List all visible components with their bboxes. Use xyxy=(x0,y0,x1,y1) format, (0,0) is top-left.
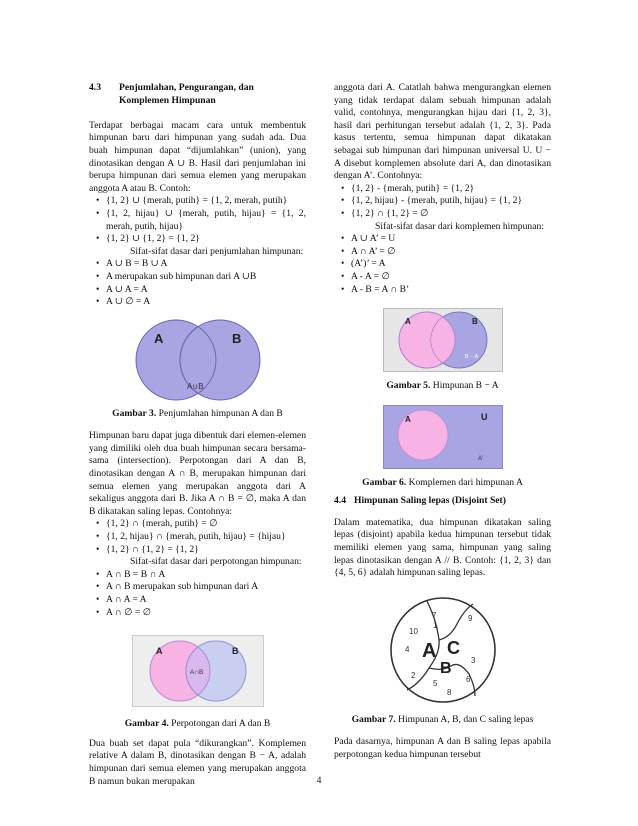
page-number: 4 xyxy=(316,775,322,786)
element-number: 1 xyxy=(432,620,437,630)
section-heading-4-4 xyxy=(334,495,551,508)
right-column xyxy=(334,82,551,762)
element-number: 9 xyxy=(467,613,472,623)
list-item: • A merupakan sub himpunan dari A ∪B xyxy=(89,271,306,284)
section-title: Himpunan Saling lepas (Disjoint Set) xyxy=(354,495,506,507)
caption-text: Komplemen dari himpunan A xyxy=(406,476,523,488)
figure-5-caption xyxy=(334,380,551,393)
element-number: 2 xyxy=(410,670,415,680)
element-number: 8 xyxy=(446,687,451,697)
figure-3-caption xyxy=(89,408,306,421)
paragraph-disjoint: Dalam matematika, dua himpunan dikatakan saling lepas (disjoint) apabila kedua himpunan tersebut tidak memiliki elemen yang sama, himpunan yang saling lepas dinotasikan dengan A // B. Contoh: {1, 2, 3} dan {4, 5, 6} adalah himpunan saling lepas. xyxy=(334,516,551,579)
union-examples-list xyxy=(89,195,306,308)
label-a: A xyxy=(153,330,163,346)
paragraph-difference: Dua buah set dapat pula “dikurangkan”. Komplemen relative A dalam B, dinotasikan dengan B − A, adalah himpunan dari semua elemen yang merupakan anggota B namun bukan merupakan xyxy=(89,737,306,787)
complement-props-title: Sifat-sifat dasar dari komplemen himpunan: xyxy=(375,220,544,232)
list-item: • A ∪ ∅ = A xyxy=(89,296,306,309)
element-number: 3 xyxy=(470,655,475,665)
list-item: • {1, 2} ∩ {1, 2} = {1, 2} xyxy=(89,544,306,557)
element-number: 7 xyxy=(431,610,436,620)
label-difference: B – A xyxy=(464,354,478,361)
paragraph-difference-cont: anggota dari A. Catatlah bahwa mengurangkan elemen yang tidak terdapat dalam sebuah himpunan adalah valid, contohnya, mengurangkan hijau dari {1, 2, 3}, hasil dari perhitungan tersebut adalah {1, 2, 3}. Pada kasus tertentu, semua himpunan dapat dikatakan sebagai sub himpunan dari himpunan universal U. U − A disebut komplemen absolute dari A, dan dinotasikan dengan A’. Contohnya: xyxy=(334,82,551,182)
disjoint-sets-diagram xyxy=(385,594,501,706)
difference-venn-diagram xyxy=(383,308,503,372)
section-title-line-2: Komplemen Himpunan xyxy=(119,94,216,106)
caption-text: Perpotongan dari A dan B xyxy=(168,718,271,730)
intersection-props-title: Sifat-sifat dasar dari perpotongan himpunan: xyxy=(130,556,302,568)
figure-3-union-venn xyxy=(128,319,268,401)
list-item: • {1, 2} ∪ {1, 2} = {1, 2} xyxy=(89,233,306,246)
element-number: 4 xyxy=(404,644,409,654)
list-item: • A ∩ ∅ = ∅ xyxy=(89,607,306,620)
list-item: • {1, 2, hijau} - {merah, putih, hijau} = {1, 2} xyxy=(334,195,551,208)
section-number: 4.4 xyxy=(334,495,346,507)
figure-5-difference-venn xyxy=(383,308,503,372)
list-item: • {1, 2} ∩ {merah, putih} = ∅ xyxy=(89,518,306,531)
label-b: B xyxy=(439,659,452,677)
list-item: • {1, 2} - {merah, putih} = {1, 2} xyxy=(334,183,551,196)
complement-venn-diagram xyxy=(383,405,503,469)
element-number: 6 xyxy=(465,674,470,684)
list-item: • A - A = ∅ xyxy=(334,271,551,284)
list-item: • A ∩ A = A xyxy=(89,594,306,607)
difference-examples-list xyxy=(334,183,551,296)
section-number: 4.3 xyxy=(89,82,101,93)
paragraph-union: Terdapat berbagai macam cara untuk membentuk himpunan baru dari himpunan yang sudah ada. Dua buah himpunan dapat “dijumlahkan” (union), yang dinotasikan dengan A ∪ B. Hasil dari penjumlahan ini berupa himpunan dari semua elemen yang merupakan anggota A atau B. Contoh: xyxy=(89,119,306,194)
label-a: A xyxy=(404,414,411,424)
element-number: 10 xyxy=(408,626,418,636)
list-item: • (A’)’ = A xyxy=(334,258,551,271)
section-title-line-1: Penjumlahan, Pengurangan, dan xyxy=(119,82,254,93)
paragraph-intersection: Himpunan baru dapat juga dibentuk dari elemen-elemen yang dimiliki oleh dua buah himpunan secara bersama-sama (intersection). Perpotongan dari A dan B, dinotasikan dengan A ∩ B, merupakan himpunan dari semua elemen yang merupakan anggota dari A sekaligus anggota dari B. Jika A ∩ B = ∅, maka A dan B dikatakan saling lepas. Contohnya: xyxy=(89,430,306,517)
list-item: • A - B = A ∩ B’ xyxy=(334,284,551,297)
label-union: A∪B xyxy=(186,381,204,391)
label-intersection: A∩B xyxy=(189,669,203,677)
figure-6-caption xyxy=(334,477,551,490)
label-b: B xyxy=(231,646,238,657)
list-item: • A ∩ A’ = ∅ xyxy=(334,246,551,259)
union-venn-diagram xyxy=(128,319,268,401)
caption-label: Gambar 4. xyxy=(124,718,169,730)
figure-4-intersection-venn xyxy=(132,635,264,707)
intersection-venn-diagram xyxy=(132,635,264,707)
union-props-title: Sifat-sifat dasar dari penjumlahan himpunan: xyxy=(130,245,304,257)
label-a: A xyxy=(155,646,162,657)
caption-text: Himpunan A, B, dan C saling lepas xyxy=(395,713,534,725)
label-a: A xyxy=(421,639,436,662)
paragraph-disjoint-cont: Pada dasarnya, himpunan A dan B saling lepas apabila perpotongan kedua himpunan tersebut xyxy=(334,736,551,761)
label-b: B xyxy=(471,317,478,327)
caption-label: Gambar 6. xyxy=(362,476,407,488)
figure-7-disjoint-sets xyxy=(385,594,501,706)
caption-text: Himpunan B − A xyxy=(430,380,499,392)
caption-text: Penjumlahan himpunan A dan B xyxy=(156,407,283,419)
figure-6-complement-venn xyxy=(383,405,503,469)
figure-7-caption xyxy=(334,714,551,727)
list-item: • A ∪ B = B ∪ A xyxy=(89,258,306,271)
caption-label: Gambar 3. xyxy=(112,407,157,419)
label-b: B xyxy=(231,330,241,346)
list-item: • A ∪ A’ = U xyxy=(334,233,551,246)
list-item: • A ∩ B merupakan sub himpunan dari A xyxy=(89,581,306,594)
intersection-examples-list xyxy=(89,518,306,619)
list-item: • {1, 2, hijau} ∩ {merah, putih, hijau} = {hijau} xyxy=(89,531,306,544)
label-complement: A' xyxy=(477,455,483,462)
list-item: • A ∪ A = A xyxy=(89,284,306,297)
figure-4-caption xyxy=(89,718,306,731)
list-item: • A ∩ B = B ∩ A xyxy=(89,569,306,582)
list-item: • {1, 2, hijau} ∪ {merah, putih, hijau} = {1, 2, merah, putih, hijau} xyxy=(89,208,306,233)
caption-label: Gambar 7. xyxy=(351,713,396,725)
left-column xyxy=(89,82,306,788)
list-item: • {1, 2} ∪ {merah, putih} = {1, 2, merah, putih} xyxy=(89,195,306,208)
section-heading-4-3 xyxy=(89,82,306,107)
element-number: 5 xyxy=(432,678,437,688)
caption-label: Gambar 5. xyxy=(386,380,431,392)
label-c: C xyxy=(446,637,460,658)
label-u: U xyxy=(480,411,487,422)
list-item: • {1, 2} ∩ {1, 2} = ∅ xyxy=(334,208,551,221)
label-a: A xyxy=(404,317,411,327)
